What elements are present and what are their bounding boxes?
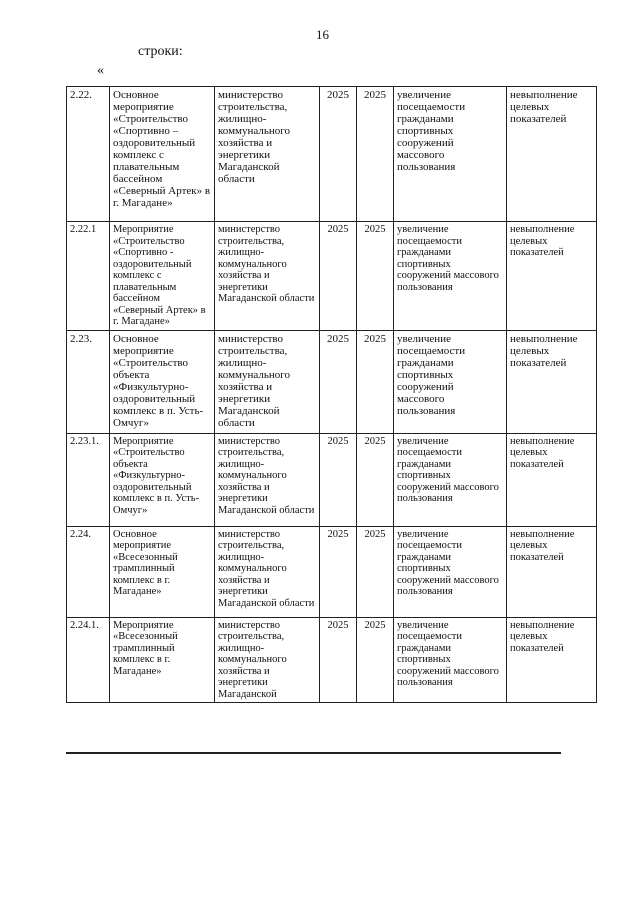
row-number: 2.22.1 xyxy=(67,222,110,331)
footer-rule xyxy=(66,752,561,754)
year-start: 2025 xyxy=(320,87,357,222)
risk-consequence: невыполнение целевых показателей xyxy=(507,330,597,433)
year-end: 2025 xyxy=(357,222,394,331)
row-number: 2.22. xyxy=(67,87,110,222)
table-row xyxy=(67,330,597,433)
responsible-org: министерство строительства, жилищно-коммунального хозяйства и энергетики Магаданской области xyxy=(215,526,320,617)
expected-result: увеличение посещаемости гражданами спортивных сооружений массового пользования xyxy=(394,87,507,222)
expected-result: увеличение посещаемости гражданами спортивных сооружений массового пользования xyxy=(394,222,507,331)
year-start: 2025 xyxy=(320,222,357,331)
row-number: 2.23. xyxy=(67,330,110,433)
page-number: 16 xyxy=(316,27,329,42)
year-start: 2025 xyxy=(320,330,357,433)
measure-name: Мероприятие «Строительство объекта «Физкультурно-оздоровительный комплекс в п. Усть-Омчуг» xyxy=(110,433,215,526)
risk-consequence: невыполнение целевых показателей xyxy=(507,617,597,703)
table-row xyxy=(67,87,597,222)
responsible-org: министерство строительства, жилищно-коммунального хозяйства и энергетики Магаданской области xyxy=(215,222,320,331)
responsible-org: министерство строительства, жилищно-коммунального хозяйства и энергетики Магаданской области xyxy=(215,433,320,526)
opening-quote: « xyxy=(97,63,104,78)
expected-result: увеличение посещаемости гражданами спортивных сооружений массового пользования xyxy=(394,617,507,703)
year-end: 2025 xyxy=(357,87,394,222)
row-number: 2.24. xyxy=(67,526,110,617)
year-start: 2025 xyxy=(320,433,357,526)
table-row xyxy=(67,526,597,617)
year-end: 2025 xyxy=(357,330,394,433)
table-row xyxy=(67,222,597,331)
table-row xyxy=(67,617,597,703)
measure-name: Мероприятие «Всесезонный трамплинный комплекс в г. Магадане» xyxy=(110,617,215,703)
risk-consequence: невыполнение целевых показателей xyxy=(507,87,597,222)
expected-result: увеличение посещаемости гражданами спортивных сооружений массового пользования xyxy=(394,433,507,526)
year-start: 2025 xyxy=(320,526,357,617)
year-end: 2025 xyxy=(357,433,394,526)
measure-name: Основное мероприятие «Строительство объекта «Физкультурно-оздоровительный комплекс в п. Усть-Омчуг» xyxy=(110,330,215,433)
risk-consequence: невыполнение целевых показателей xyxy=(507,433,597,526)
risk-consequence: невыполнение целевых показателей xyxy=(507,222,597,331)
responsible-org: министерство строительства, жилищно-коммунального хозяйства и энергетики Магаданской области xyxy=(215,87,320,222)
risk-consequence: невыполнение целевых показателей xyxy=(507,526,597,617)
year-end: 2025 xyxy=(357,526,394,617)
expected-result: увеличение посещаемости гражданами спортивных сооружений массового пользования xyxy=(394,526,507,617)
table-row xyxy=(67,433,597,526)
expected-result: увеличение посещаемости гражданами спортивных сооружений массового пользования xyxy=(394,330,507,433)
measure-name: Мероприятие «Строительство «Спортивно - оздоровительный комплекс с плавательным бассейном «Северный Артек» в г. Магадане» xyxy=(110,222,215,331)
row-number: 2.23.1. xyxy=(67,433,110,526)
responsible-org: министерство строительства, жилищно-коммунального хозяйства и энергетики Магаданской xyxy=(215,617,320,703)
responsible-org: министерство строительства, жилищно-коммунального хозяйства и энергетики Магаданской области xyxy=(215,330,320,433)
row-number: 2.24.1. xyxy=(67,617,110,703)
year-start: 2025 xyxy=(320,617,357,703)
lead-text: строки: xyxy=(138,44,183,59)
measure-name: Основное мероприятие «Всесезонный трамплинный комплекс в г. Магадане» xyxy=(110,526,215,617)
measures-table xyxy=(66,86,597,703)
measure-name: Основное мероприятие «Строительство «Спортивно – оздоровительный комплекс с плавательным бассейном «Северный Артек» в г. Магадане» xyxy=(110,87,215,222)
year-end: 2025 xyxy=(357,617,394,703)
